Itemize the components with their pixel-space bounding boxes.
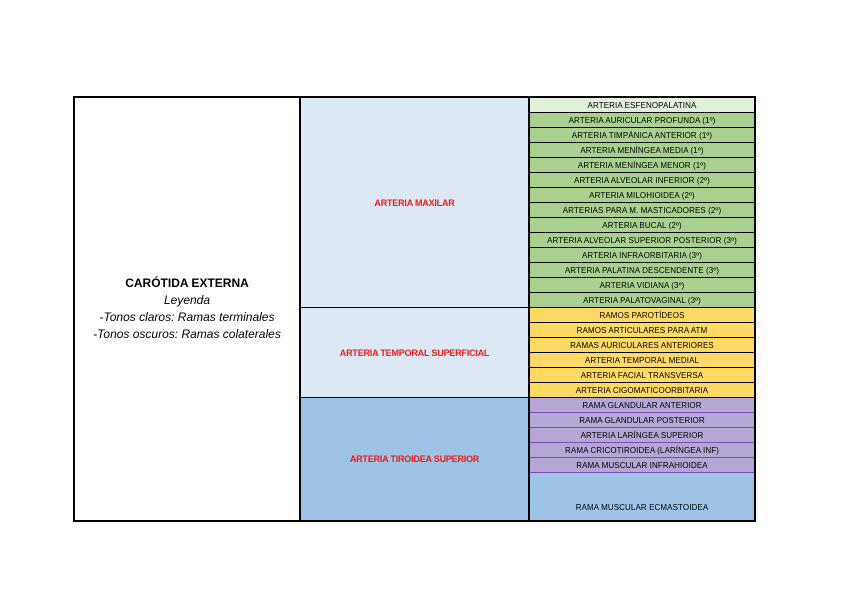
branch-row: RAMA GLANDULAR POSTERIOR	[530, 413, 754, 428]
group-label-tiroidea: ARTERIA TIROIDEA SUPERIOR	[349, 454, 480, 464]
branch-row: ARTERIA MILOHIOIDEA (2º)	[530, 188, 754, 203]
legend-light: -Tonos claros: Ramas terminales	[99, 309, 275, 324]
branch-row: RAMA GLANDULAR ANTERIOR	[530, 398, 754, 413]
branch-row: RAMA MUSCULAR INFRAHIOIDEA	[530, 458, 754, 473]
branch-row: ARTERIA PALATINA DESCENDENTE (3º)	[530, 263, 754, 278]
branch-row: ARTERIA TEMPORAL MEDIAL	[530, 353, 754, 368]
legend-dark: -Tonos oscuros: Ramas colaterales	[93, 326, 281, 341]
branch-row: ARTERIAS PARA M. MASTICADORES (2º)	[530, 203, 754, 218]
branch-row: ARTERIA CIGOMATICOORBITARIA	[530, 383, 754, 398]
group-temporal	[301, 308, 528, 398]
main-cell	[73, 96, 301, 522]
legend-title: Leyenda	[163, 292, 211, 307]
branch-column	[528, 96, 756, 522]
branch-row: RAMA CRICOTIROIDEA (LARÍNGEA INF)	[530, 443, 754, 458]
branch-row: ARTERIA PALATOVAGINAL (3º)	[530, 293, 754, 308]
branch-row: ARTERIA ALVEOLAR SUPERIOR POSTERIOR (3º)	[530, 233, 754, 248]
branch-row: RAMOS PAROTÍDEOS	[530, 308, 754, 323]
branch-row: ARTERIA AURICULAR PROFUNDA (1º)	[530, 113, 754, 128]
branch-row: ARTERIA MENÍNGEA MENOR (1º)	[530, 158, 754, 173]
branch-row: ARTERIA MENÍNGEA MEDIA (1º)	[530, 143, 754, 158]
group-column	[301, 96, 528, 522]
group-maxilar	[301, 98, 528, 308]
branch-row: RAMAS AURICULARES ANTERIORES	[530, 338, 754, 353]
main-title: CARÓTIDA EXTERNA	[125, 275, 249, 290]
branch-row: ARTERIA LARÍNGEA SUPERIOR	[530, 428, 754, 443]
branch-row: ARTERIA TIMPÁNICA ANTERIOR (1º)	[530, 128, 754, 143]
branch-row: ARTERIA VIDIANA (3º)	[530, 278, 754, 293]
branch-row: ARTERIA BUCAL (2º)	[530, 218, 754, 233]
branch-row: ARTERIA INFRAORBITARIA (3º)	[530, 248, 754, 263]
branch-row: ARTERIA FACIAL TRANSVERSA	[530, 368, 754, 383]
branch-row: ARTERIA ALVEOLAR INFERIOR (2º)	[530, 173, 754, 188]
artery-table	[73, 96, 756, 522]
branch-row: RAMA MUSCULAR ECMASTOIDEA	[530, 473, 754, 520]
branch-row: ARTERIA ESFENOPALATINA	[530, 98, 754, 113]
group-label-maxilar: ARTERIA MAXILAR	[374, 197, 455, 208]
branch-row: RAMOS ARTICULARES PARA ATM	[530, 323, 754, 338]
group-label-temporal: ARTERIA TEMPORAL SUPERFICIAL	[339, 347, 490, 358]
group-tiroidea	[301, 398, 528, 520]
